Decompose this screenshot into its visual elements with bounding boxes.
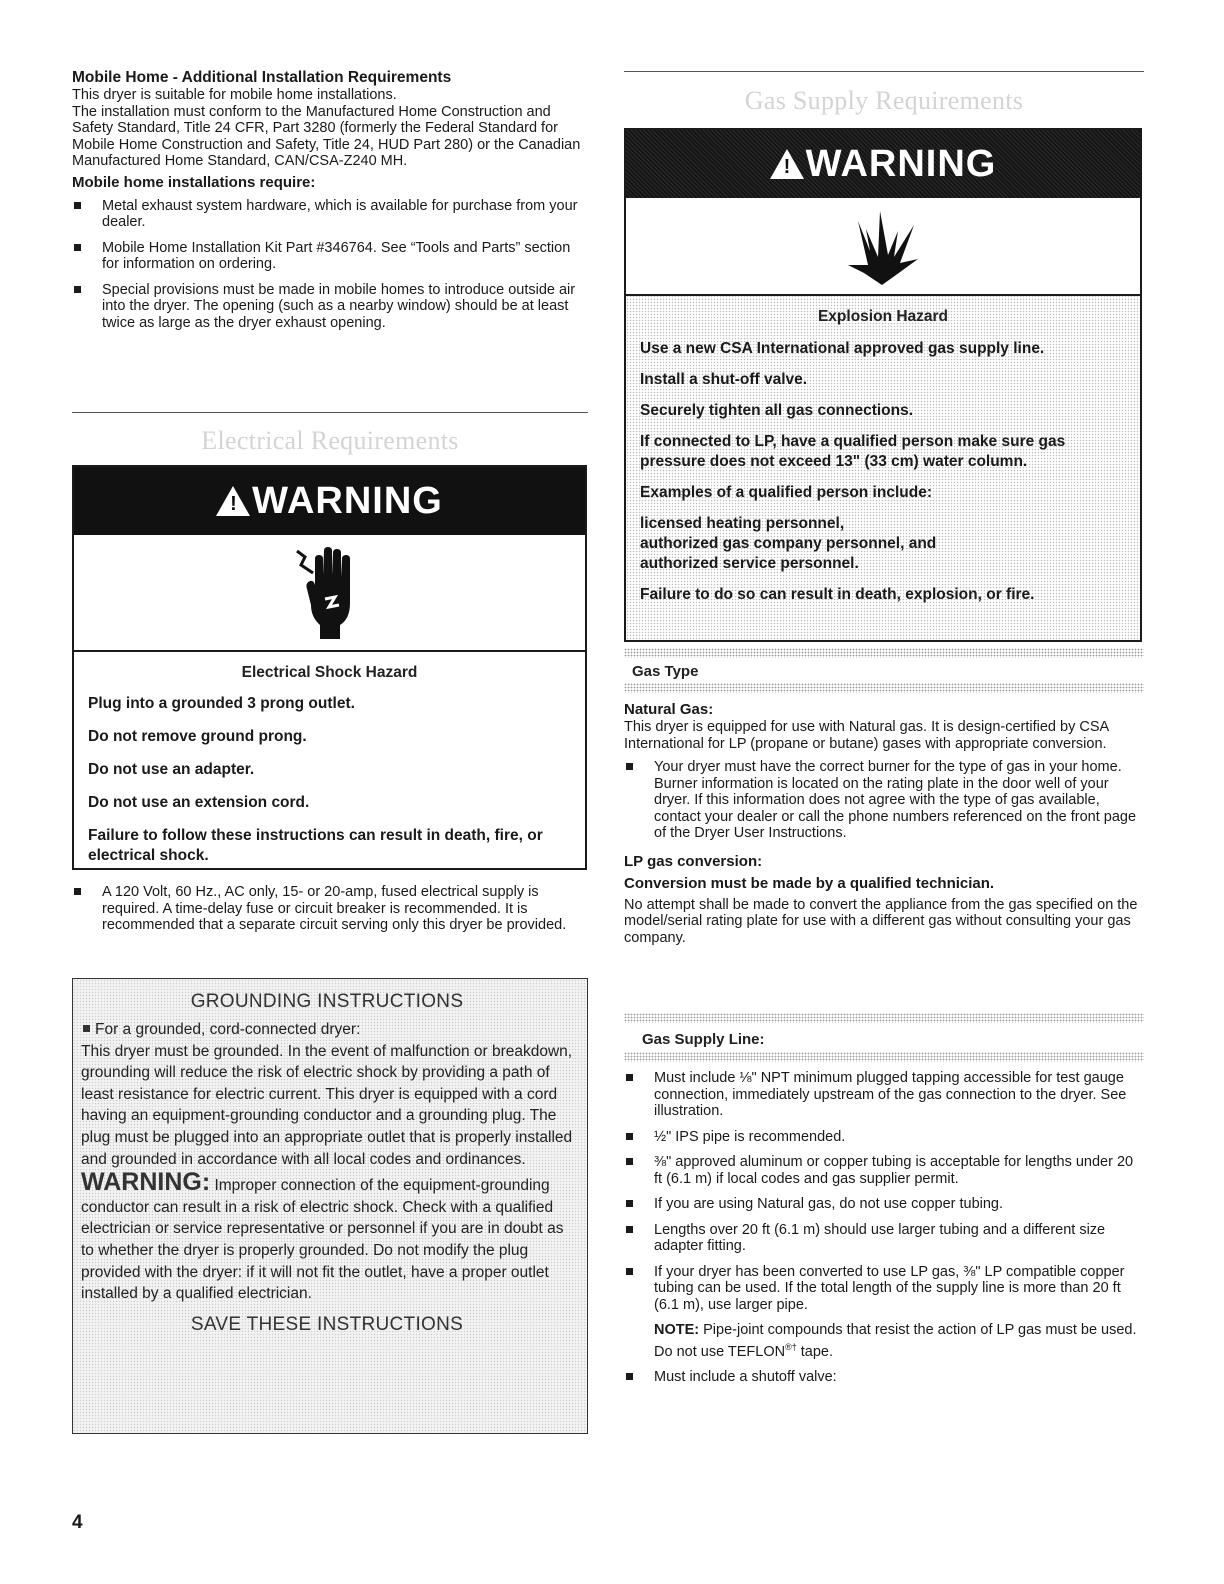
supply-bullet-1: Must include ⅛" NPT minimum plugged tapping accessible for test gauge connection, immediately upstream of the gas connection to the dryer. See illustration. (624, 1070, 1144, 1120)
bullet-icon (626, 1074, 633, 1081)
bullet-icon (74, 244, 81, 251)
warning-triangle-icon: ! (216, 486, 250, 516)
dotted-band (624, 683, 1144, 693)
divider (72, 412, 588, 413)
natural-gas-section (624, 700, 1144, 946)
grounding-instructions-box (72, 978, 588, 1434)
divider (624, 71, 1144, 72)
natural-gas-title: Natural Gas: (624, 701, 714, 718)
gas-example-1: licensed heating personnel, (640, 515, 845, 532)
electrical-line-1: Plug into a grounded 3 prong outlet. (88, 695, 355, 712)
grounding-body: This dryer must be grounded. In the event of malfunction or breakdown, grounding will reduce the risk of electric shock by providing a path of least resistance for electric current. This dryer is equipped with a cord having an equipment-grounding conductor and a grounding plug. The plug must be plugged into an appropriate outlet that is properly installed and grounded in accordance with all local codes and ordinances. (81, 1042, 573, 1168)
gas-warning-box (624, 128, 1142, 642)
bullet-icon (74, 202, 81, 209)
lp-title: LP gas conversion: (624, 852, 763, 870)
grounding-intro: For a grounded, cord-connected dryer: (81, 1019, 573, 1041)
supply-note: NOTE: Pipe-joint compounds that resist the action of LP gas must be used. Do not use TEFLON®† tape. (654, 1322, 1137, 1360)
gas-line-1: Use a new CSA International approved gas supply line. (640, 340, 1045, 357)
electrical-supply-bullet: A 120 Volt, 60 Hz., AC only, 15- or 20-amp, fused electrical supply is required. A time-delay fuse or circuit breaker is recommended. It is recommended that a separate circuit serving only this dryer be provided. (72, 884, 588, 934)
supply-bullet-3: ⅜" approved aluminum or copper tubing is acceptable for lengths under 20 ft (6.1 m) if local codes and gas supplier permit. (624, 1154, 1144, 1187)
electrical-line-3: Do not use an adapter. (88, 761, 255, 778)
mobile-home-bullet-2: Mobile Home Installation Kit Part #346764. See “Tools and Parts” section for information on ordering. (72, 240, 588, 273)
supply-bullet-5: Lengths over 20 ft (6.1 m) should use larger tubing and a different size adapter fitting. (624, 1222, 1144, 1255)
gas-section-title: Gas Supply Requirements (744, 86, 1024, 115)
mobile-home-subtitle: Mobile home installations require: (72, 173, 316, 191)
bullet-icon (74, 286, 81, 293)
electrical-section-title: Electrical Requirements (201, 426, 459, 455)
bullet-icon (74, 888, 81, 895)
dotted-band (624, 1013, 1144, 1023)
page-number: 4 (72, 1512, 83, 1533)
mobile-home-bullet-3: Special provisions must be made in mobile homes to introduce outside air into the dryer. The opening (such as a nearby window) should be at least twice as large as the dryer exhaust opening. (72, 282, 588, 332)
lp-text: No attempt shall be made to convert the appliance from the gas specified on the model/serial rating plate for use with a different gas without consulting your gas company. (624, 896, 1138, 946)
gas-line-2: Install a shut-off valve. (640, 371, 808, 388)
bullet-icon (626, 763, 633, 770)
supply-bullet-6: If your dryer has been converted to use LP gas, ⅜" LP compatible copper tubing can be used. If the total length of the supply line is more than 20 ft (6.1 m), use larger pipe. (624, 1264, 1144, 1314)
explosion-icon (626, 198, 1140, 296)
gas-failure-line: Failure to do so can result in death, explosion, or fire. (640, 586, 1035, 603)
gas-line-3: Securely tighten all gas connections. (640, 402, 914, 419)
gas-example-3: authorized service personnel. (640, 555, 859, 572)
grounding-title: GROUNDING INSTRUCTIONS (190, 991, 464, 1012)
mobile-home-bullet-1: Metal exhaust system hardware, which is available for purchase from your dealer. (72, 198, 588, 231)
gas-warning-header: ! WARNING (626, 130, 1140, 198)
natural-gas-text: This dryer is equipped for use with Natural gas. It is design-certified by CSA International for LP (propane or butane) gases with appropriate conversion. (624, 719, 1109, 752)
supply-bullet-7: Must include a shutoff valve: (624, 1369, 1144, 1386)
electrical-line-2: Do not remove ground prong. (88, 728, 307, 745)
supply-bullet-4: If you are using Natural gas, do not use copper tubing. (624, 1196, 1144, 1213)
electrical-warning-box (72, 465, 587, 870)
gas-example-2: authorized gas company personnel, and (640, 535, 937, 552)
bullet-icon (626, 1226, 633, 1233)
supply-line-list (624, 1070, 1144, 1385)
mobile-home-section (72, 68, 588, 331)
lp-subtitle: Conversion must be made by a qualified technician. (624, 874, 995, 892)
supply-bullet-2: ½" IPS pipe is recommended. (624, 1129, 1144, 1146)
grounding-warning: WARNING: Improper connection of the equipment-grounding conductor can result in a risk of electric shock. Check with a qualified electrician or service representative or personnel if you are in doubt as to whether the dryer is properly grounded. Do not modify the plug provided with the dryer: if it will not fit the outlet, have a proper outlet installed by a qualified electrician. (81, 1168, 564, 1303)
mobile-home-title: Mobile Home - Additional Installation Requirements (72, 69, 452, 86)
save-instructions: SAVE THESE INSTRUCTIONS (190, 1313, 464, 1335)
mobile-home-para-2: The installation must conform to the Manufactured Home Construction and Safety Standard, Title 24 CFR, Part 3280 (formerly the Federal Standard for Mobile Home Construction and Safety, Title 24, HUD Part 280) or the Canadian Manufactured Home Standard, CAN/CSA-Z240 MH. (72, 103, 581, 169)
bullet-icon (83, 1025, 90, 1032)
gas-line-4: If connected to LP, have a qualified person make sure gas pressure does not exceed 13" (33 cm) water column. (640, 433, 1066, 470)
bullet-icon (626, 1268, 633, 1275)
gas-line-5: Examples of a qualified person include: (640, 484, 932, 501)
bullet-icon (626, 1200, 633, 1207)
gas-supply-line-label: Gas Supply Line: (642, 1031, 765, 1048)
warning-triangle-icon: ! (770, 149, 804, 179)
bullet-icon (626, 1158, 633, 1165)
electrical-line-4: Do not use an extension cord. (88, 794, 310, 811)
electric-shock-hand-icon (74, 535, 585, 652)
mobile-home-para-1: This dryer is suitable for mobile home installations. (72, 87, 397, 103)
gas-hazard-title: Explosion Hazard (817, 308, 949, 325)
bullet-icon (626, 1133, 633, 1140)
dotted-band (624, 648, 1144, 658)
electrical-hazard-title: Electrical Shock Hazard (241, 664, 418, 681)
gas-type-label: Gas Type (632, 663, 699, 680)
electrical-warning-header: ! WARNING (74, 467, 585, 535)
bullet-icon (626, 1373, 633, 1380)
natural-gas-bullet: Your dryer must have the correct burner for the type of gas in your home. Burner information is located on the rating plate in the door well of your dryer. If this information does not agree with the type of gas available, contact your dealer or call the phone numbers referenced on the front page of the Dryer User Instructions. (624, 759, 1144, 842)
dotted-band (624, 1052, 1144, 1062)
electrical-line-5: Failure to follow these instructions can result in death, fire, or electrical shock. (88, 827, 543, 864)
